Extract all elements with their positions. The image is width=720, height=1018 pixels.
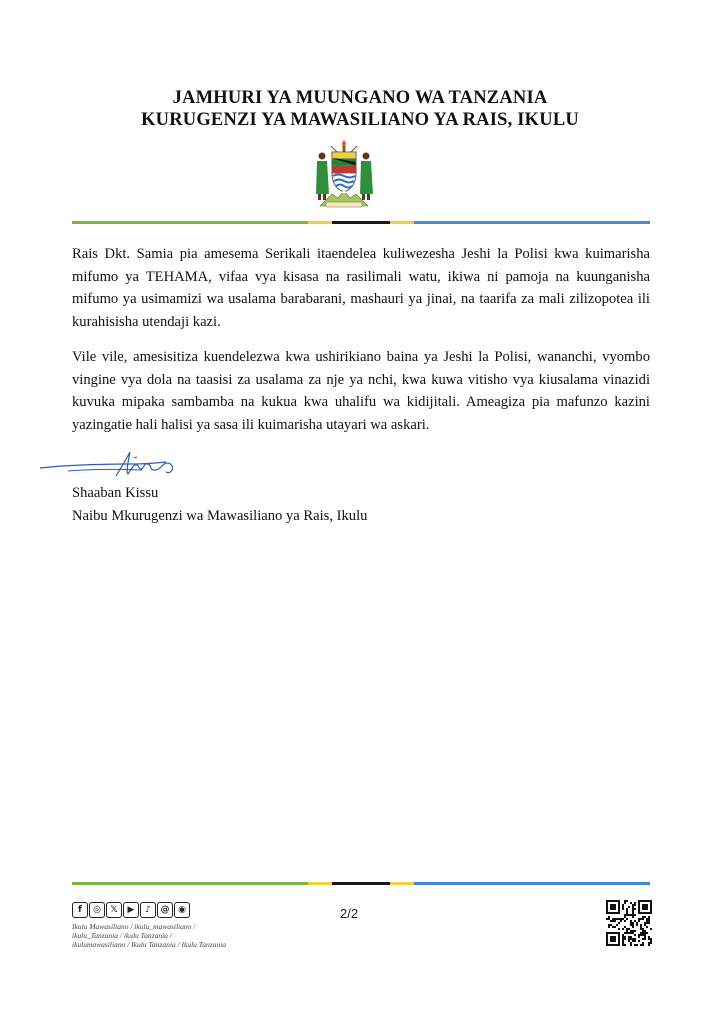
threads-icon[interactable]: @ — [157, 902, 173, 918]
podcast-icon[interactable]: ◉ — [174, 902, 190, 918]
instagram-icon[interactable]: ◎ — [89, 902, 105, 918]
header-title-line1: JAMHURI YA MUUNGANO WA TANZANIA — [172, 88, 548, 108]
signature-icon — [38, 448, 188, 484]
page-number: 2/2 — [340, 906, 359, 921]
social-handles-line1: Ikulu Mawasiliano / ikulu_mawasiliano / — [72, 922, 196, 931]
facebook-icon[interactable]: f — [72, 902, 88, 918]
signatory-name: Shaaban Kissu — [72, 485, 159, 501]
social-handles-line2: ikulu_Tanzania / ikulu Tanzania / — [72, 931, 172, 940]
youtube-icon[interactable]: ▶ — [123, 902, 139, 918]
social-icons — [72, 902, 190, 918]
flag-divider-bottom — [72, 882, 650, 885]
body-paragraph-1: Rais Dkt. Samia pia amesema Serikali itaendelea kuliwezesha Jeshi la Polisi kwa kuimarisha mifumo ya TEHAMA, vifaa vya kisasa na rasilimali watu, ikiwa ni pamoja na kuunganisha mifumo ya usimamizi wa usalama barabarani, mashauri ya jinai, na taarifa za mali zilizopotea ili kurahisisha utendaji kazi. — [72, 246, 650, 330]
header-title-line2: KURUGENZI YA MAWASILIANO YA RAIS, IKULU — [141, 110, 579, 130]
signatory-title: Naibu Mkurugenzi wa Mawasiliano ya Rais, Ikulu — [72, 508, 368, 524]
social-handles-line3: ikulumawasiliano / Ikulu Tanzania / Ikulu Tanzania — [72, 940, 227, 949]
flag-divider-top — [72, 221, 650, 224]
body-paragraph-2: Vile vile, amesisitiza kuendelezwa kwa ushirikiano baina ya Jeshi la Polisi, wananchi, vyombo vingine vya dola na taasisi za usalama za nje ya nchi, kwa kuwa vitisho vya kiusalama vinazidi kuvuka mipaka sambamba na kukua kwa uhalifu wa kidijitali. Ameagiza pia mafunzo kazini yazingatie hali halisi ya sasa ili kuimarisha utayari wa askari. — [72, 349, 650, 433]
tiktok-icon[interactable]: ♪ — [140, 902, 156, 918]
coat-of-arms-icon — [308, 140, 380, 208]
qr-code-icon — [606, 900, 652, 946]
x-icon[interactable]: 𝕏 — [106, 902, 122, 918]
